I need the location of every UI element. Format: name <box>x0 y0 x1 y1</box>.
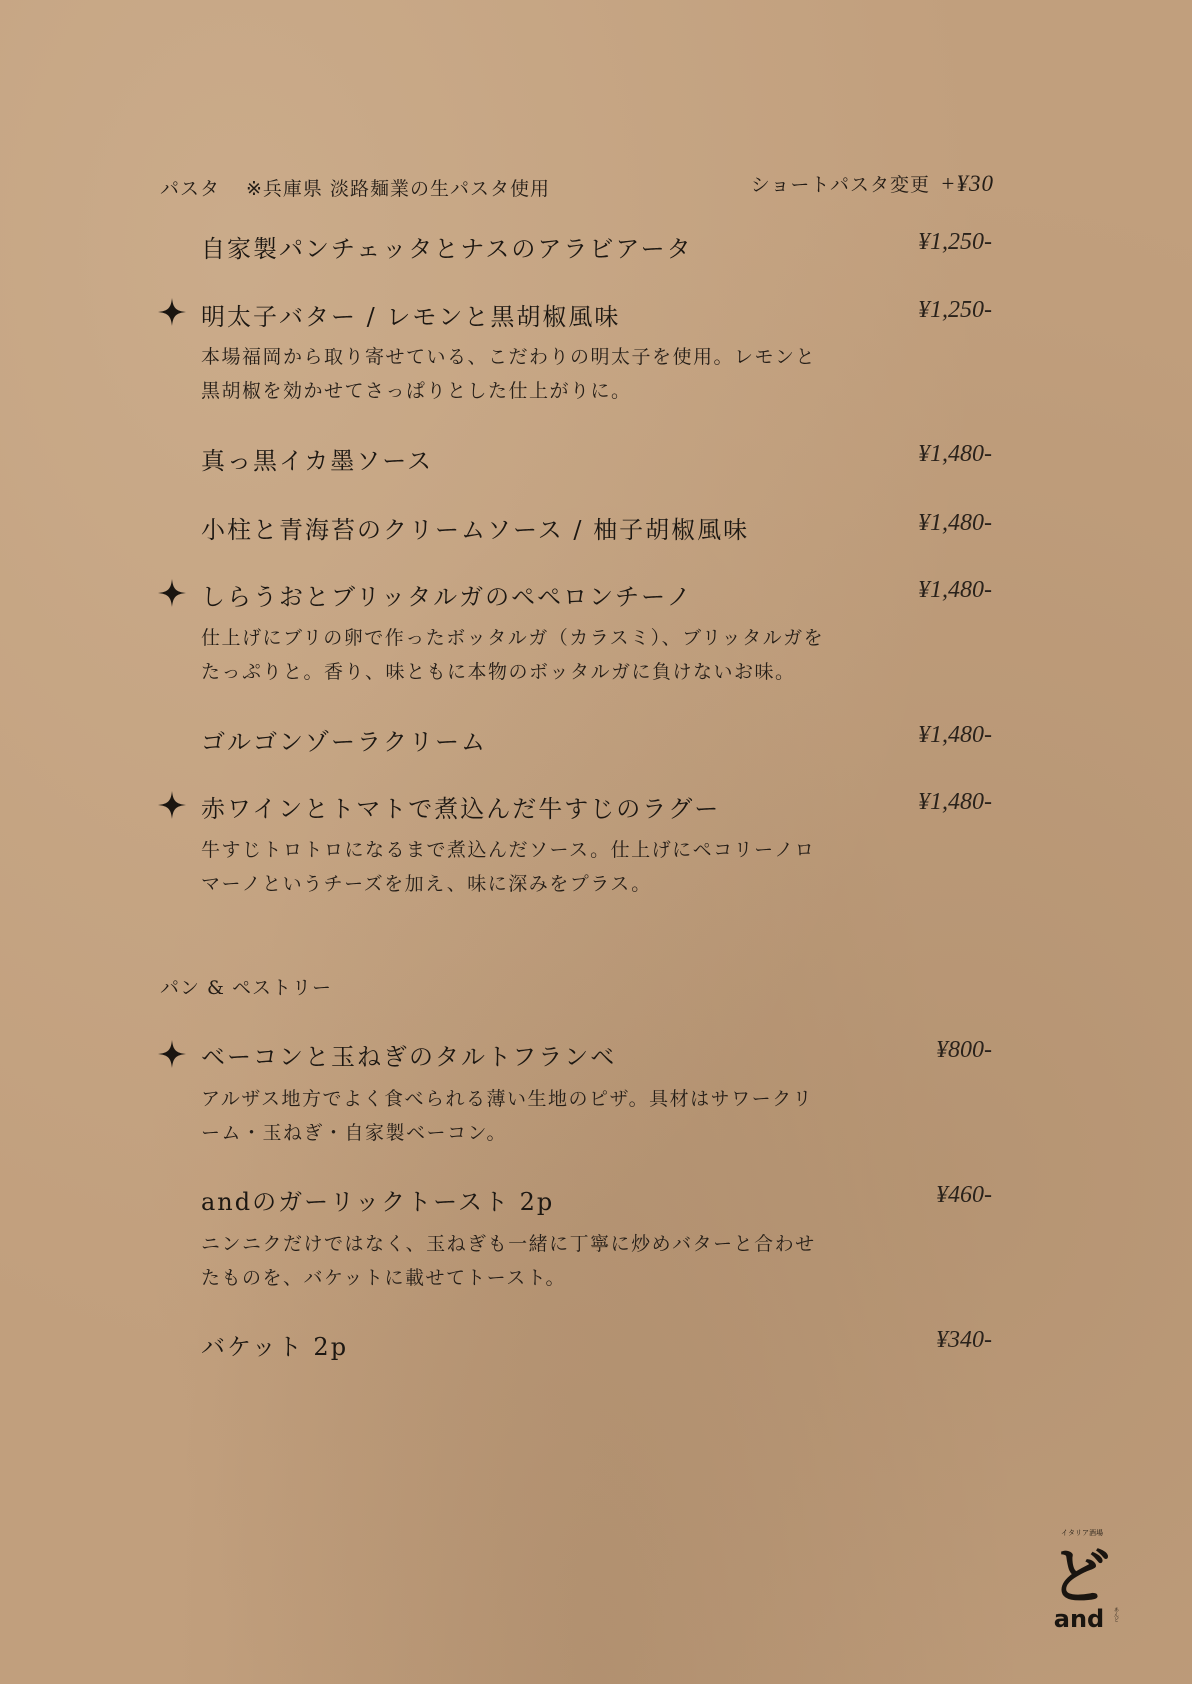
recommended-star-icon <box>158 791 186 819</box>
menu-item-description: アルザス地方でよく食べられる薄い生地のピザ。具材はサワークリーム・玉ねぎ・自家製ベーコン。 <box>201 1088 814 1144</box>
menu-item-name: 真っ黒イカ墨ソース <box>201 447 434 475</box>
menu-item-name: andのガーリックトースト 2p <box>201 1188 555 1216</box>
bread-section-heading: パン & ペストリー <box>160 977 332 999</box>
menu-item-name: バケット 2p <box>201 1333 349 1361</box>
menu-item-price: ¥340- <box>936 1327 992 1353</box>
logo-name: and <box>1053 1605 1105 1631</box>
menu-item-price: ¥1,250- <box>918 229 992 255</box>
recommended-star-icon <box>158 579 186 607</box>
short-pasta-price: +¥30 <box>939 171 994 196</box>
menu-item-price: ¥1,480- <box>918 789 992 815</box>
recommended-star-icon <box>158 1040 186 1068</box>
menu-item-name: ベーコンと玉ねぎのタルトフランベ <box>201 1043 617 1071</box>
menu-item-description: ニンニクだけではなく、玉ねぎも一緒に丁寧に炒めバターと合わせたものを、バケットに載せてトースト。 <box>201 1233 816 1289</box>
menu-item-description: 仕上げにブリの卵で作ったボッタルガ（カラスミ）、ブリッタルガをたっぷりと。香り、味ともに本物のボッタルガに負けないお味。 <box>201 627 825 683</box>
menu-item-description: 本場福岡から取り寄せている、こだわりの明太子を使用。レモンと黒胡椒を効かせてさっぱりとした仕上がりに。 <box>201 346 817 402</box>
logo-mark: ど <box>1050 1542 1110 1612</box>
menu-item-price: ¥1,250- <box>918 297 992 323</box>
menu-item-name: ゴルゴンゾーラクリーム <box>201 728 487 756</box>
pasta-section-heading <box>160 174 550 201</box>
menu-item-name: しらうおとブリッタルガのペペロンチーノ <box>201 583 693 611</box>
pasta-note: ※兵庫県 淡路麺業の生パスタ使用 <box>246 178 550 200</box>
menu-item-price: ¥1,480- <box>918 577 992 603</box>
menu-item-price: ¥1,480- <box>918 722 992 748</box>
recommended-star-icon <box>158 298 186 326</box>
menu-item-name: 小柱と青海苔のクリームソース / 柚子胡椒風味 <box>201 516 750 544</box>
short-pasta-label: ショートパスタ変更 <box>750 174 930 196</box>
menu-item-name: 赤ワインとトマトで煮込んだ牛すじのラグー <box>201 795 721 823</box>
menu-item-price: ¥460- <box>936 1182 992 1208</box>
logo-reading: あんど <box>1113 1607 1119 1622</box>
menu-item-name: 明太子バター / レモンと黒胡椒風味 <box>201 303 621 331</box>
short-pasta-option <box>751 170 994 197</box>
pasta-heading: パスタ <box>160 178 221 200</box>
logo-tagline: イタリア酒場 <box>1061 1529 1103 1537</box>
menu-item-price: ¥1,480- <box>918 441 992 467</box>
and-logo <box>1048 1527 1122 1631</box>
menu-item-price: ¥800- <box>936 1037 992 1063</box>
menu-item-name: 自家製パンチェッタとナスのアラビアータ <box>201 235 693 263</box>
menu-item-price: ¥1,480- <box>918 510 992 536</box>
menu-item-description: 牛すじトロトロになるまで煮込んだソース。仕上げにペコリーノロマーノというチーズを加え、味に深みをプラス。 <box>201 839 816 895</box>
